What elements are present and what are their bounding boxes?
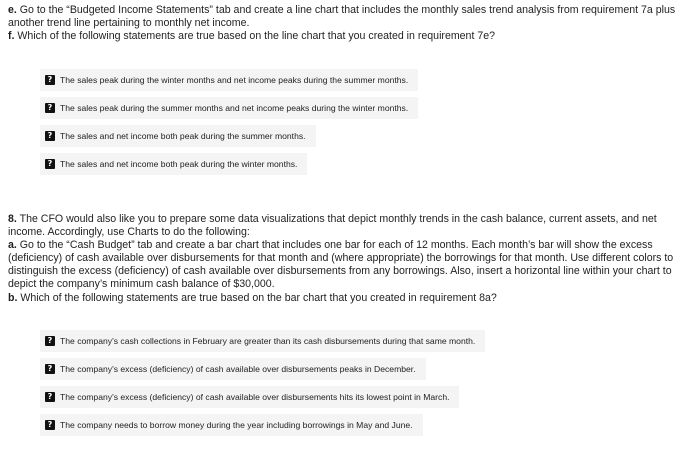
requirement-7f-label: f.: [8, 30, 15, 43]
question-mark-icon: ?: [45, 420, 55, 430]
answer-option-7f-2[interactable]: [40, 97, 418, 119]
question-mark-icon: ?: [45, 131, 55, 141]
answer-option-8b-3[interactable]: [40, 386, 459, 408]
requirement-7f-text: Which of the following statements are true based on the line chart that you created in requirement 7e?: [14, 30, 496, 43]
requirement-8a: [8, 239, 692, 291]
question-mark-icon: ?: [45, 75, 55, 85]
answer-option-7f-3[interactable]: [40, 125, 316, 147]
answer-option-label: The company needs to borrow money during the year including borrowings in May and June.: [60, 420, 413, 430]
requirement-8a-label: a.: [8, 239, 17, 252]
requirement-7f: [8, 30, 692, 43]
answer-option-label: The company's excess (deficiency) of cash available over disbursements peaks in December.: [60, 364, 416, 374]
answer-option-8b-4[interactable]: [40, 414, 423, 436]
answer-option-label: The sales and net income both peak during the summer months.: [60, 131, 306, 141]
answer-option-label: The sales and net income both peak during the winter months.: [60, 159, 298, 169]
requirement-8-text: The CFO would also like you to prepare some data visualizations that depict monthly trends in the cash balance, current assets, and net income. Accordingly, use Charts to do the following:: [8, 213, 657, 239]
question-mark-icon: ?: [45, 159, 55, 169]
answer-option-8b-2[interactable]: [40, 358, 426, 380]
answer-option-8b-1[interactable]: [40, 330, 485, 352]
answer-option-7f-1[interactable]: [40, 69, 418, 91]
requirement-7e: [8, 4, 692, 30]
requirement-8-intro: [8, 213, 692, 239]
question-mark-icon: ?: [45, 364, 55, 374]
requirement-8a-text: Go to the “Cash Budget” tab and create a bar chart that includes one bar for each of 12 months. Each month’s bar will show the excess (deficiency) of cash available over disbursements for that month and (where appropriate) the borrowings for that month. Use different colors to distinguish the excess (deficiency) of cash available over disbursements from any borrowings. Also, insert a horizontal line within your chart to depict the company’s minimum cash balance of $30,000.: [8, 239, 674, 291]
answer-option-7f-4[interactable]: [40, 153, 307, 175]
answer-option-label: The company's cash collections in February are greater than its cash disbursements during that same month.: [60, 336, 476, 346]
section-8-instructions: [8, 213, 692, 305]
requirement-7e-text: Go to the “Budgeted Income Statements” tab and create a line chart that includes the monthly sales trend analysis from requirement 7a plus another trend line pertaining to monthly net income.: [8, 4, 676, 30]
requirement-8-label: 8.: [8, 213, 17, 225]
requirement-7e-label: e.: [8, 4, 17, 16]
requirement-8b: [8, 292, 692, 305]
question-mark-icon: ?: [45, 103, 55, 113]
requirement-8b-label: b.: [8, 291, 18, 304]
answer-option-label: The company's excess (deficiency) of cash available over disbursements hits its lowest point in March.: [60, 392, 450, 402]
section-7-instructions: [8, 4, 692, 43]
question-mark-icon: ?: [45, 336, 55, 346]
answer-option-label: The sales peak during the winter months and net income peaks during the summer months.: [60, 75, 409, 85]
requirement-8b-text: Which of the following statements are true based on the bar chart that you created in requirement 8a?: [17, 291, 497, 304]
answer-option-label: The sales peak during the summer months and net income peaks during the winter months.: [60, 103, 409, 113]
question-mark-icon: ?: [45, 392, 55, 402]
